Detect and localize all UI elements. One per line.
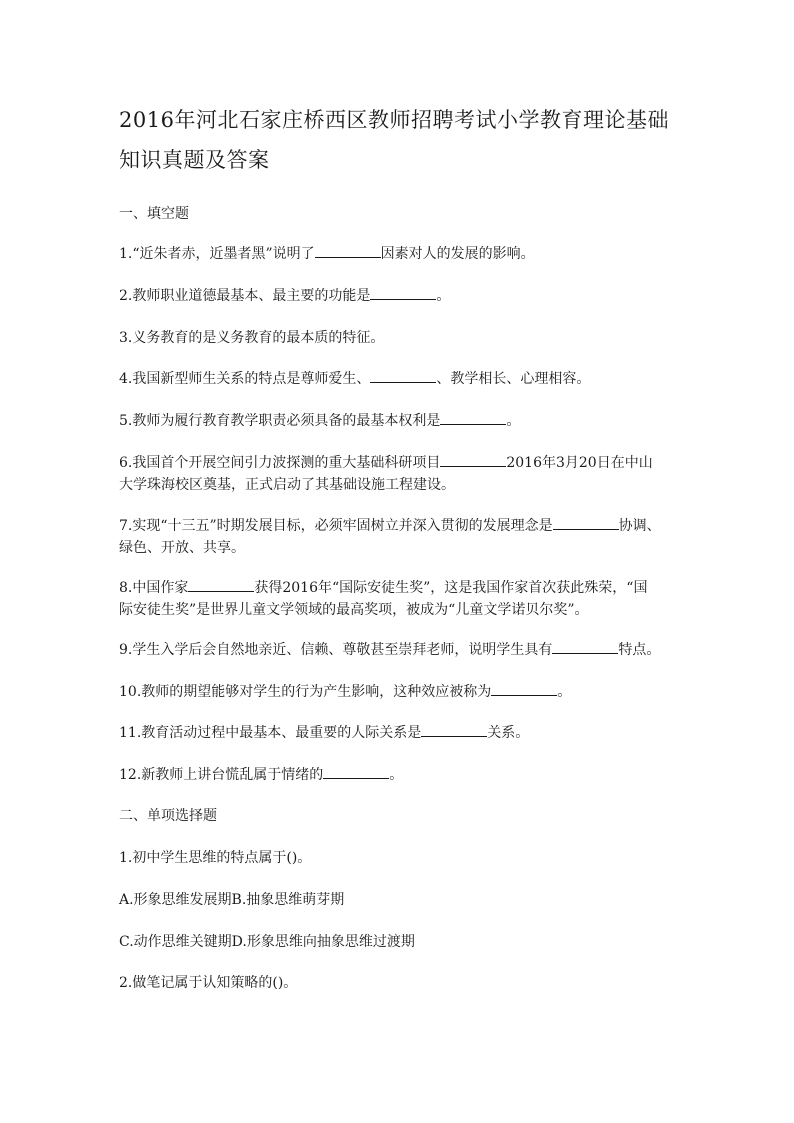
answer-blank: [370, 368, 436, 383]
fill-question-7: [119, 515, 679, 559]
answer-blank: [440, 410, 506, 425]
title-line-1: 2016年河北石家庄桥西区教师招聘考试小学教育理论基础: [119, 108, 669, 132]
question-text: 1.“近朱者赤，近墨者黑”说明了: [119, 246, 315, 262]
fill-question-4: [119, 368, 679, 390]
question-text: 9.学生入学后会自然地亲近、信赖、尊敬甚至崇拜老师，说明学生具有: [119, 642, 553, 658]
question-text: 6.我国首个开展空间引力波探测的重大基础科研项目: [119, 455, 441, 471]
question-text: 3.义务教育的是义务教育的最本质的特征。: [119, 330, 385, 346]
answer-blank: [491, 681, 557, 696]
answer-blank: [323, 764, 389, 779]
choice-question-2: 2.做笔记属于认知策略的()。: [119, 975, 298, 991]
question-text: 11.教育活动过程中最基本、最重要的人际关系是: [119, 725, 422, 741]
question-text: 2016年3月20日在中山: [506, 455, 653, 471]
question-text: 5.教师为履行教育教学职责必须具备的最基本权利是: [119, 413, 441, 429]
fill-question-8: [119, 577, 679, 621]
fill-question-1: [119, 243, 679, 265]
answer-blank: [188, 577, 254, 592]
title-line-2: 知识真题及答案: [119, 148, 270, 172]
question-text: 10.教师的期望能够对学生的行为产生影响，这种效应被称为: [119, 684, 492, 700]
question-continuation: 大学珠海校区奠基，正式启动了其基础设施工程建设。: [119, 477, 455, 493]
fill-question-10: [119, 681, 679, 703]
answer-blank: [315, 243, 381, 258]
question-text: 协调、: [618, 518, 661, 534]
choice-options-cd: C.动作思维关键期D.形象思维向抽象思维过渡期: [119, 934, 415, 950]
question-text: 12.新教师上讲台慌乱属于情绪的: [119, 767, 324, 783]
choice-options-ab: A.形象思维发展期B.抽象思维萌芽期: [119, 892, 345, 908]
question-text: 。: [506, 413, 521, 429]
question-text: 获得2016年“国际安徒生奖”，这是我国作家首次获此殊荣，“国: [254, 580, 648, 596]
fill-question-3: [119, 327, 679, 349]
answer-blank: [553, 515, 619, 530]
question-text: 8.中国作家: [119, 580, 189, 596]
section-heading-fill-in: 一、填空题: [119, 206, 189, 222]
fill-question-6: [119, 452, 679, 496]
answer-blank: [370, 285, 436, 300]
question-text: 、教学相长、心理相容。: [436, 371, 591, 387]
question-continuation: 绿色、开放、共享。: [119, 540, 245, 556]
question-text: 4.我国新型师生关系的特点是尊师爱生、: [119, 371, 371, 387]
question-text: 7.实现“十三五”时期发展目标，必须牢固树立并深入贯彻的发展理念是: [119, 518, 553, 534]
answer-blank: [440, 452, 506, 467]
question-text: 因素对人的发展的影响。: [380, 246, 535, 262]
fill-question-2: [119, 285, 679, 307]
question-text: 。: [557, 684, 572, 700]
fill-question-5: [119, 410, 679, 432]
fill-question-12: [119, 764, 679, 786]
answer-blank: [552, 639, 618, 654]
question-continuation: 际安徒生奖”是世界儿童文学领域的最高奖项，被成为“儿童文学诺贝尔奖”。: [119, 602, 589, 618]
fill-question-11: [119, 722, 679, 744]
choice-question-1: 1.初中学生思维的特点属于()。: [119, 850, 312, 866]
question-text: 2.教师职业道德最基本、最主要的功能是: [119, 288, 371, 304]
document-title: [119, 100, 719, 180]
question-text: 。: [436, 288, 451, 304]
question-text: 特点。: [618, 642, 661, 658]
question-text: 。: [389, 767, 404, 783]
answer-blank: [421, 722, 487, 737]
fill-question-9: [119, 639, 679, 661]
section-heading-single-choice: 二、单项选择题: [119, 808, 217, 824]
question-text: 关系。: [487, 725, 530, 741]
